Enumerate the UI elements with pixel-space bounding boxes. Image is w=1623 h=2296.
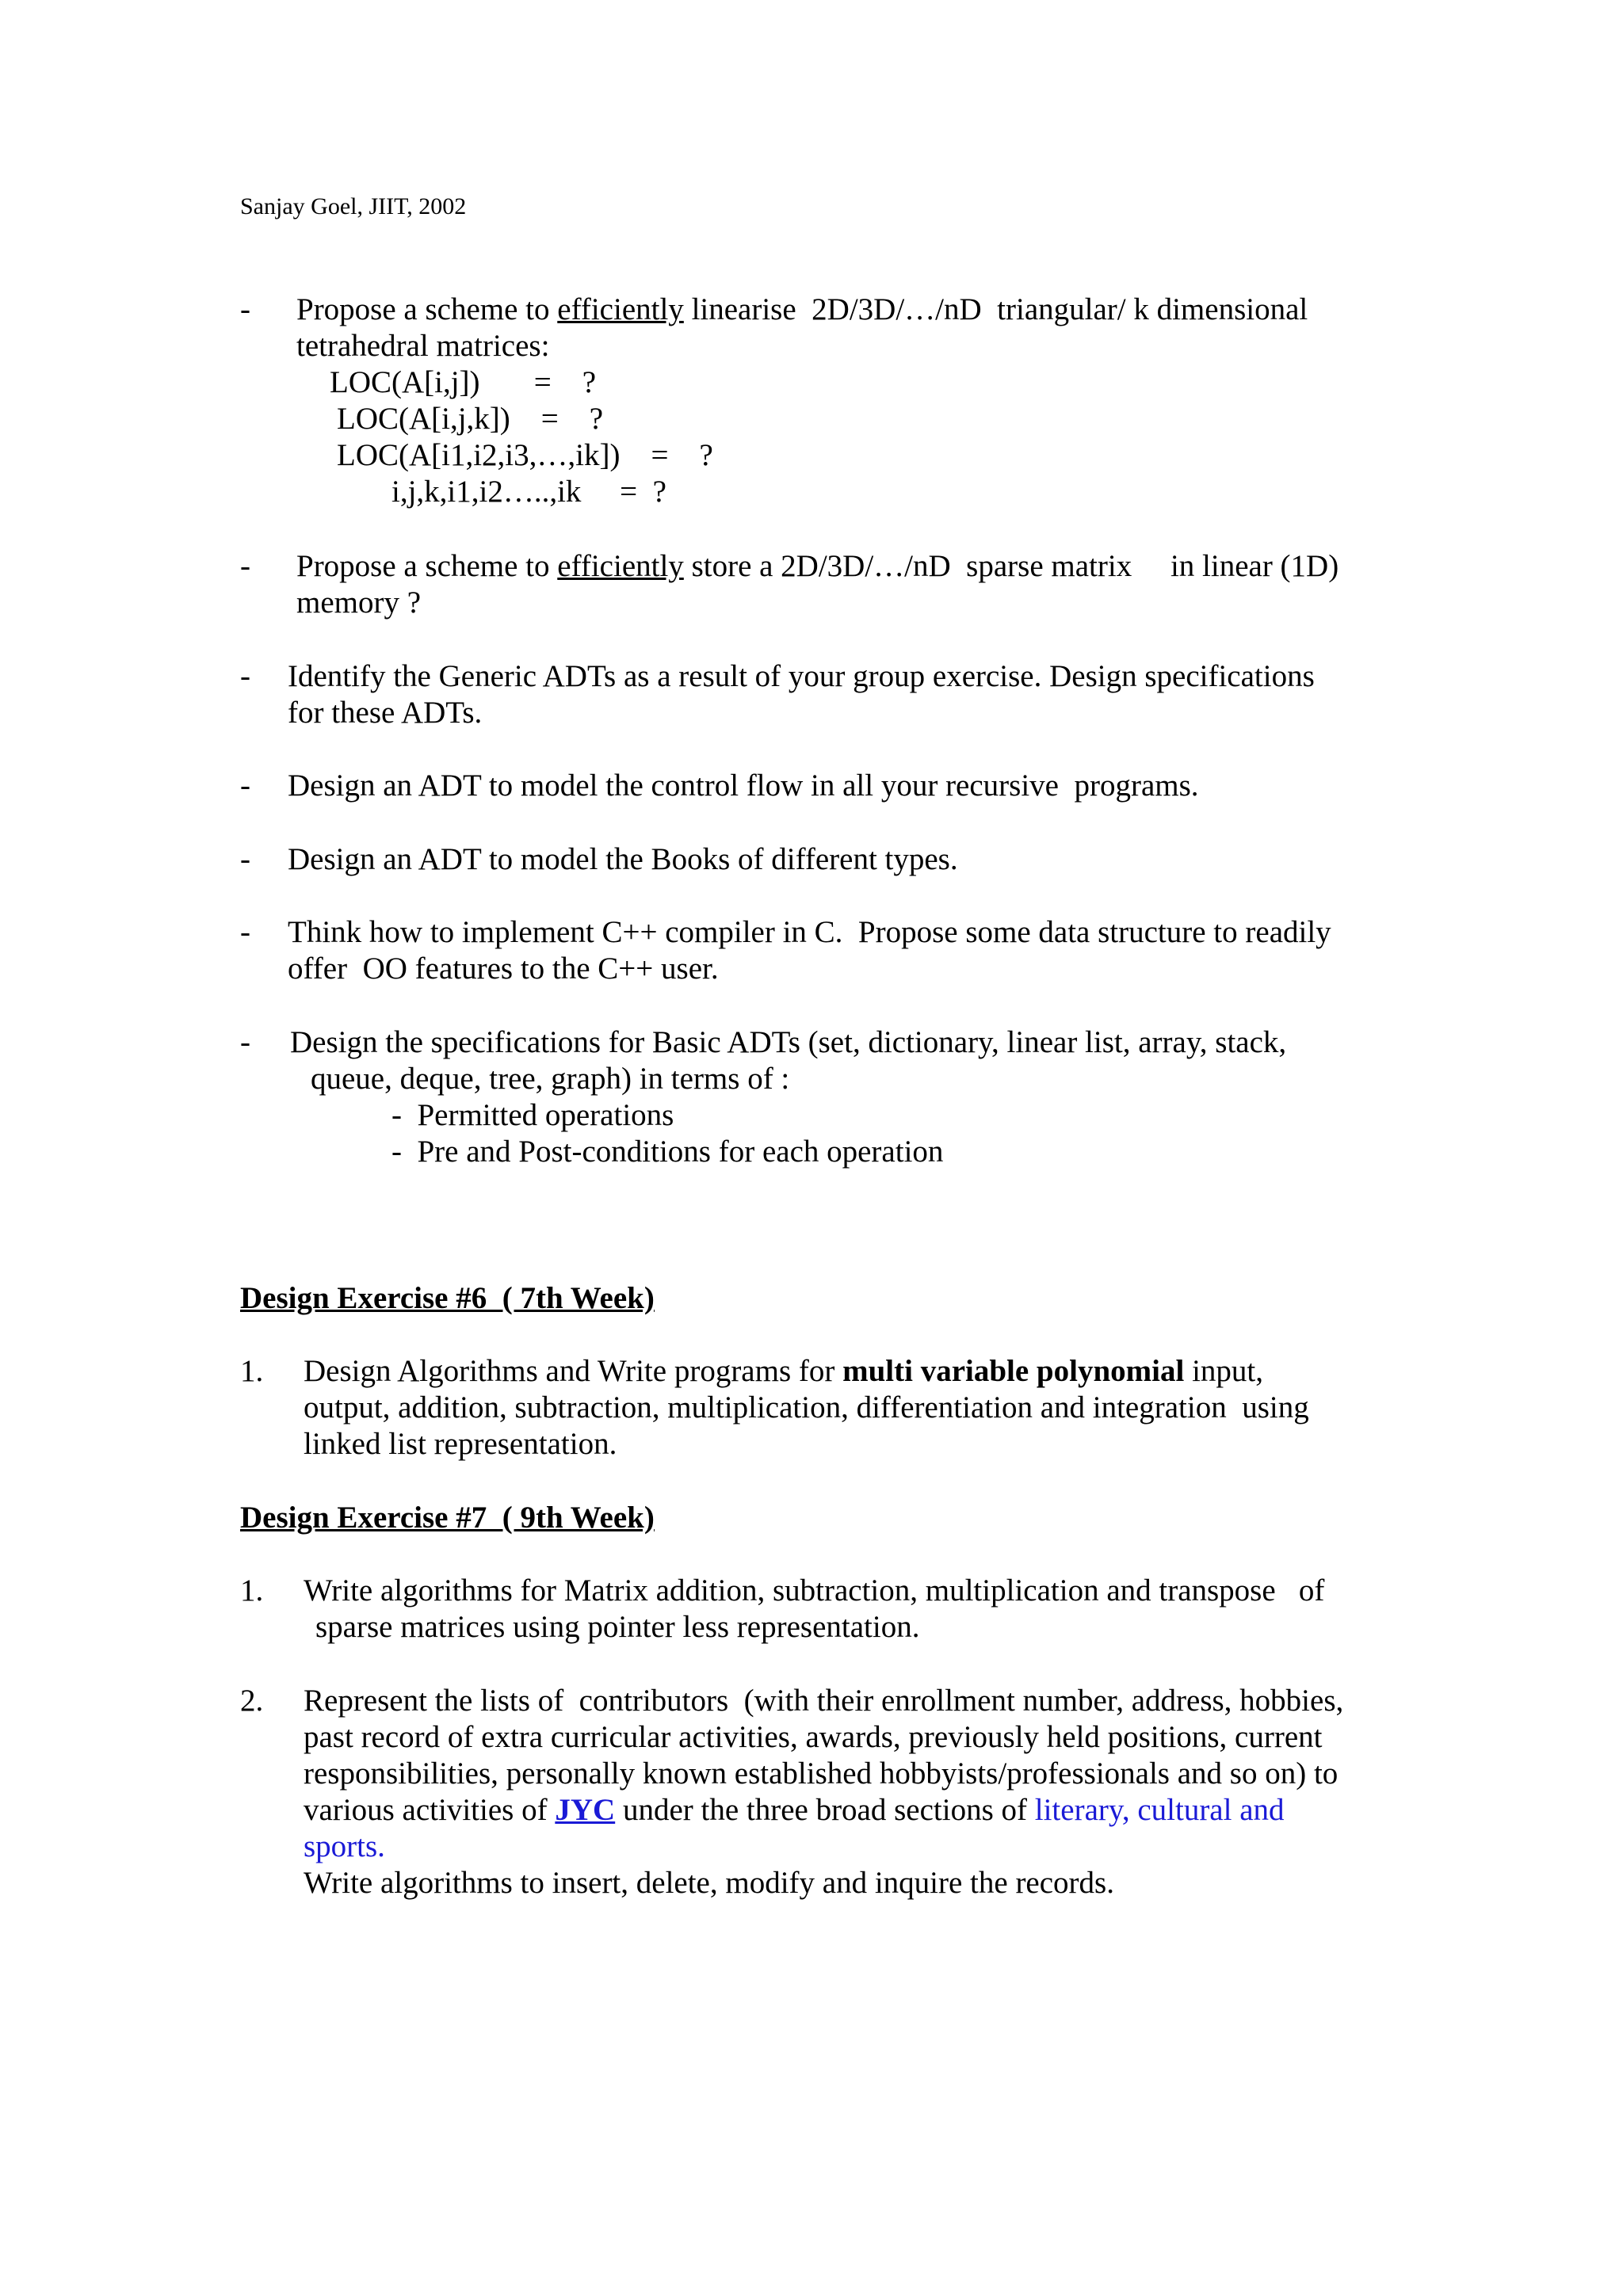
exercise-7-number-2: 2.: [240, 1684, 264, 1718]
exercise-6-text-c: input,: [1184, 1354, 1263, 1388]
jyc-link[interactable]: JYC: [555, 1793, 616, 1827]
item-2-line-1: [296, 548, 1338, 585]
page-header: Sanjay Goel, JIIT, 2002: [240, 193, 467, 219]
item-6-line-1: Think how to implement C++ compiler in C. Propose some data structure to readily: [288, 915, 1331, 949]
item-3-line-2: for these ADTs.: [288, 696, 483, 730]
item-1-line-1: [296, 292, 1308, 328]
item-3-line-1: Identify the Generic ADTs as a result of your group exercise. Design specifications: [288, 659, 1315, 693]
item-7-subitem-1: - Permitted operations: [391, 1098, 674, 1132]
exercise-6-heading: Design Exercise #6 ( 7th Week): [240, 1281, 655, 1315]
formula-1: LOC(A[i,j]) = ?: [330, 365, 597, 399]
exercise-7-text-a: various activities of: [304, 1793, 556, 1827]
item-7-subitem-2: - Pre and Post-conditions for each operation: [391, 1135, 944, 1169]
exercise-6-line-3: linked list representation.: [304, 1427, 617, 1461]
item-6-line-2: offer OO features to the C++ user.: [288, 952, 719, 986]
exercise-7-item-2-line-1: Represent the lists of contributors (with their enrollment number, address, hobbies,: [304, 1684, 1344, 1718]
bullet-dash: -: [240, 1025, 250, 1059]
exercise-6-text-a: Design Algorithms and Write programs for: [304, 1354, 843, 1388]
sections-highlight: literary, cultural and: [1034, 1793, 1285, 1827]
exercise-7-item-2-line-5: sports.: [304, 1829, 385, 1863]
item-4-line-1: Design an ADT to model the control flow in all your recursive programs.: [288, 769, 1199, 803]
exercise-7-item-2-line-2: past record of extra curricular activities, awards, previously held positions, current: [304, 1720, 1323, 1754]
item-1-text-c: linearise 2D/3D/…/nD triangular/ k dimensional: [683, 292, 1308, 326]
formula-2: LOC(A[i,j,k]) = ?: [337, 402, 604, 436]
item-2-line-2: memory ?: [296, 585, 422, 620]
item-5-line-1: Design an ADT to model the Books of different types.: [288, 842, 958, 876]
item-7-line-1: Design the specifications for Basic ADTs (set, dictionary, linear list, array, stack,: [290, 1025, 1287, 1059]
exercise-6-line-1: [304, 1353, 1263, 1390]
bullet-dash: -: [240, 915, 250, 949]
exercise-7-text-c: under the three broad sections of: [615, 1793, 1035, 1827]
exercise-6-number-1: 1.: [240, 1354, 264, 1388]
formula-4: i,j,k,i1,i2…..,ik = ?: [391, 475, 666, 509]
formula-3: LOC(A[i1,i2,i3,…,ik]) = ?: [337, 438, 713, 472]
exercise-7-item-2-line-3: responsibilities, personally known established hobbyists/professionals and so on) to: [304, 1756, 1338, 1791]
item-1-line-2: tetrahedral matrices:: [296, 329, 550, 363]
exercise-6-line-2: output, addition, subtraction, multiplication, differentiation and integration using: [304, 1390, 1309, 1425]
item-1-emphasis: efficiently: [557, 292, 684, 326]
item-2-text-a: Propose a scheme to: [296, 549, 558, 583]
exercise-7-item-1-line-1: Write algorithms for Matrix addition, subtraction, multiplication and transpose of: [304, 1573, 1325, 1608]
exercise-6-bold: multi variable polynomial: [842, 1354, 1185, 1388]
exercise-7-item-1-line-2: sparse matrices using pointer less representation.: [315, 1610, 920, 1644]
bullet-dash: -: [240, 549, 250, 583]
bullet-dash: -: [240, 769, 250, 803]
item-7-line-2: queue, deque, tree, graph) in terms of :: [311, 1062, 790, 1096]
exercise-7-item-2-line-4: [304, 1792, 1285, 1829]
item-2-text-c: store a 2D/3D/…/nD sparse matrix in linear (1D): [683, 549, 1339, 583]
bullet-dash: -: [240, 842, 250, 876]
item-2-emphasis: efficiently: [557, 549, 684, 583]
item-1-text-a: Propose a scheme to: [296, 292, 558, 326]
exercise-7-heading: Design Exercise #7 ( 9th Week): [240, 1501, 655, 1535]
exercise-7-number-1: 1.: [240, 1573, 264, 1608]
bullet-dash: -: [240, 292, 250, 326]
exercise-7-item-2-line-6: Write algorithms to insert, delete, modify and inquire the records.: [304, 1866, 1114, 1900]
bullet-dash: -: [240, 659, 250, 693]
